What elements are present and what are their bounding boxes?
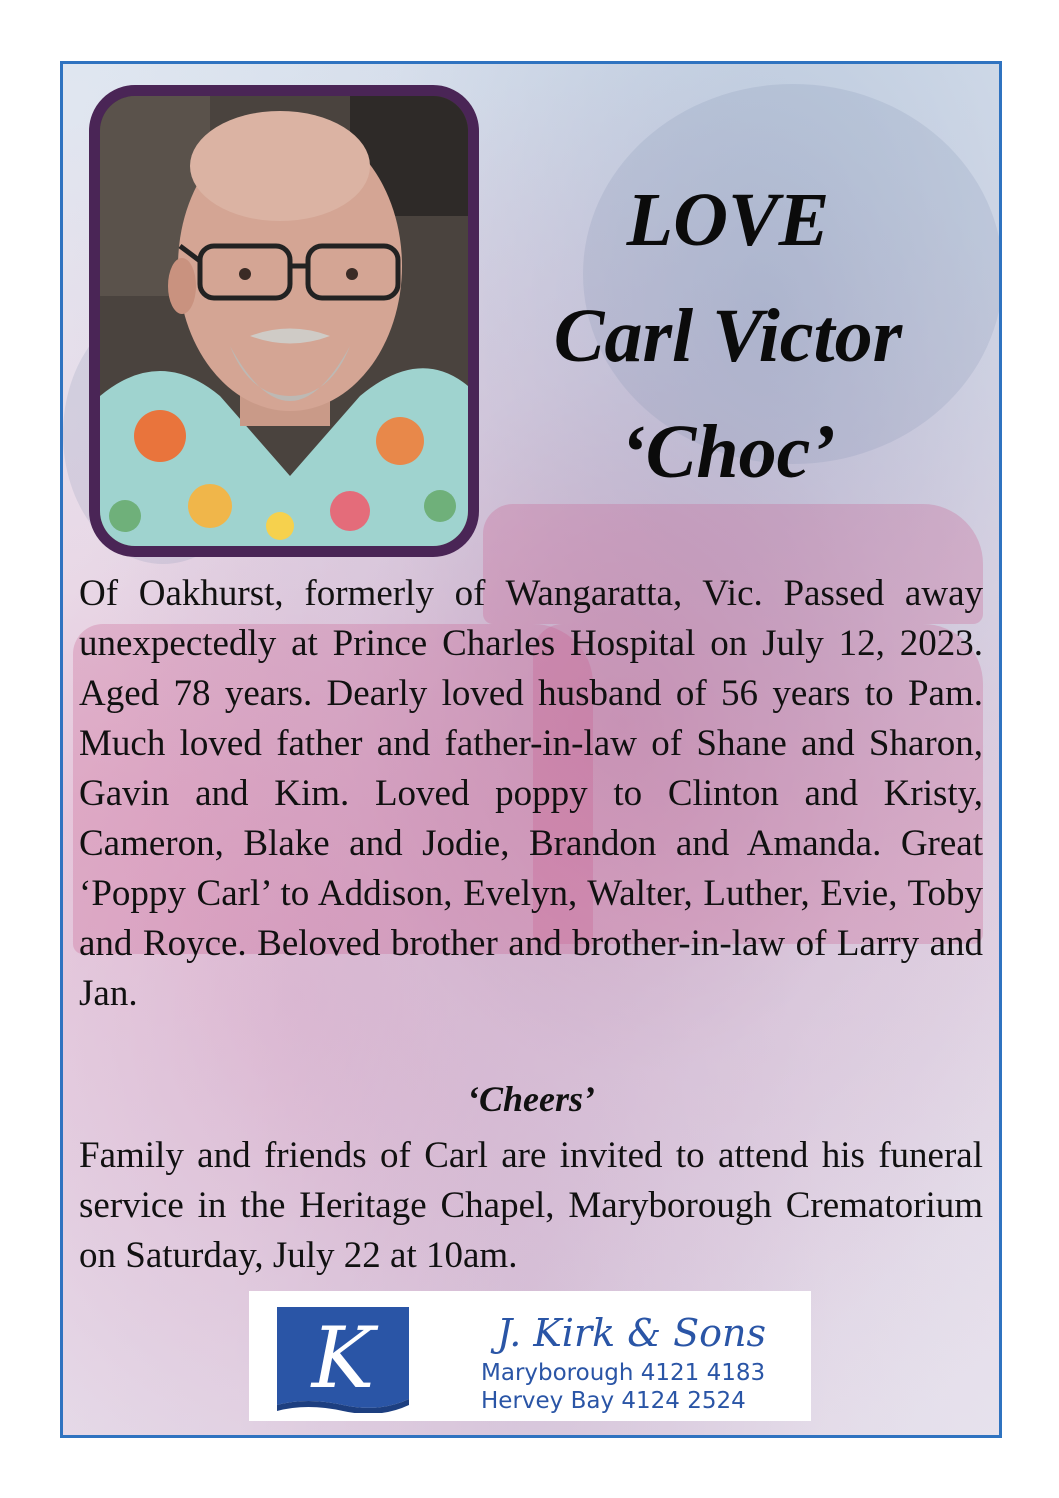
k-monogram-icon — [269, 1301, 417, 1413]
hervey-bay-phone: Hervey Bay 4124 2524 — [481, 1388, 746, 1414]
maryborough-phone: Maryborough 4121 4183 — [481, 1360, 766, 1386]
heading-nickname: ‘Choc’ — [620, 410, 836, 494]
heading-full-name: Carl Victor — [553, 294, 903, 378]
funeral-director-logo — [249, 1291, 811, 1421]
farewell-message: ‘Cheers’ — [467, 1079, 595, 1119]
funeral-service-text: Family and friends of Carl are invited to attend his funeral service in the Heritage Chapel, Maryborough Crematorium on Saturday, July 22 at 10am. — [79, 1135, 983, 1276]
portrait-illustration — [100, 96, 468, 546]
portrait-photo — [89, 85, 479, 557]
heading-love: LOVE — [626, 178, 830, 262]
death-notice-text: Of Oakhurst, formerly of Wangaratta, Vic. Passed away unexpectedly at Prince Charles Hospital on July 12, 2023. Aged 78 years. Dearly loved husband of 56 years to Pam. Much loved father and father-in-law of Shane and Sharon, Gavin and Kim. Loved poppy to Clinton and Kristy, Cameron, Blake and Jodie, Brandon and Amanda. Great ‘Poppy Carl’ to Addison, Evelyn, Walter, Luther, Evie, Toby and Royce. Beloved brother and brother-in-law of Larry and Jan. — [79, 573, 983, 1014]
heading — [493, 162, 963, 510]
funeral-director-name: J. Kirk & Sons — [496, 1311, 767, 1355]
notice-frame — [60, 61, 1002, 1438]
logo-letter: K — [311, 1309, 375, 1407]
